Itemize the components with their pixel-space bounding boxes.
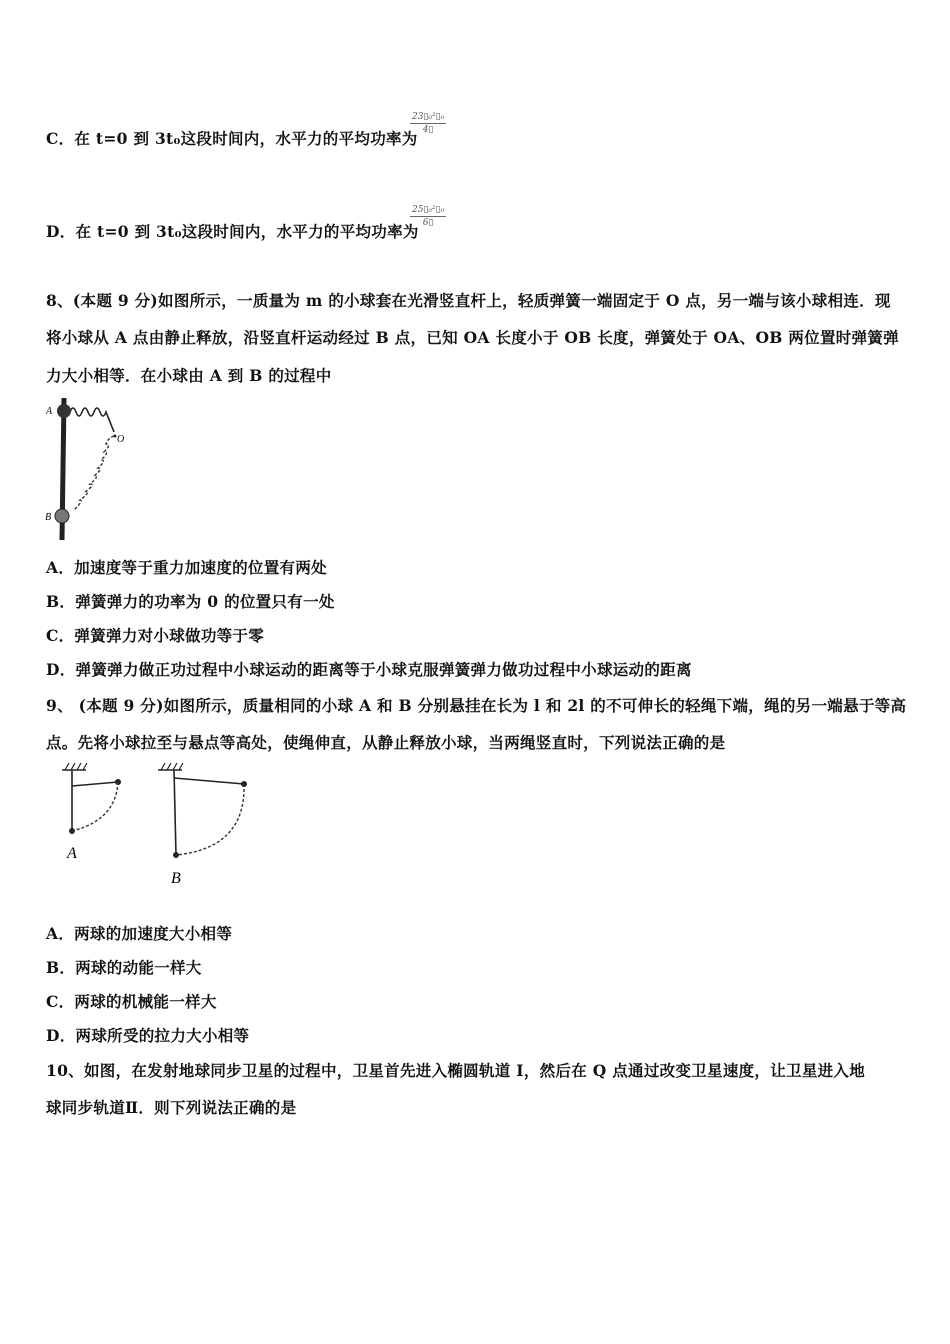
- q8-stem-line2: 将小球从 A 点由静止释放，沿竖直杆运动经过 B 点，已知 OA 长度小于 OB 长度，弹簧处于 OA、OB 两位置时弹簧弹: [46, 328, 899, 347]
- ball-a: [57, 404, 71, 418]
- q9-stem-line1: 9、 (本题 9 分)如图所示，质量相同的小球 A 和 B 分别悬挂在长为 l 和 2l 的不可伸长的轻绳下端，绳的另一端悬于等高: [46, 696, 907, 715]
- q10-stem-line1: 10、如图，在发射地球同步卫星的过程中，卫星首先进入椭圆轨道 I，然后在 Q 点通过改变卫星速度，让卫星进入地: [46, 1061, 866, 1080]
- spring-ob: [74, 436, 114, 510]
- label-b: B: [171, 870, 181, 887]
- q8-option-d: D．弹簧弹力做正功过程中小球运动的距离等于小球克服弹簧弹力做功过程中小球运动的距离: [46, 660, 692, 679]
- q7-option-c-fraction: [410, 112, 446, 135]
- ball-b: [55, 509, 69, 523]
- label-a: A: [46, 406, 53, 417]
- q9-option-b: B．两球的动能一样大: [46, 958, 202, 977]
- string-b-vertical: [174, 770, 176, 855]
- q7-option-c: C．在 t=0 到 3t₀这段时间内，水平力的平均功率为: [46, 129, 418, 148]
- q8-spring-figure: [44, 396, 134, 542]
- label-a: A: [67, 845, 77, 862]
- q9-stem-line2: 点。先将小球拉至与悬点等高处，使绳伸直，从静止释放小球，当两绳竖直时，下列说法正确的是: [46, 733, 726, 752]
- q8-stem-line3: 力大小相等．在小球由 A 到 B 的过程中: [46, 366, 332, 385]
- q9-option-a: A．两球的加速度大小相等: [46, 924, 233, 943]
- q9-pendulum-figure: [54, 760, 254, 892]
- q9-option-c: C．两球的机械能一样大: [46, 992, 217, 1011]
- path-b: [176, 784, 244, 855]
- fraction-denominator: 4▯: [422, 125, 434, 135]
- q8-option-c: C．弹簧弹力对小球做功等于零: [46, 626, 265, 645]
- path-a: [72, 782, 118, 831]
- fraction-numerator: 23▯₀²▯₀: [412, 112, 445, 122]
- q8-option-b: B．弹簧弹力的功率为 0 的位置只有一处: [46, 592, 335, 611]
- string-b-horizontal: [174, 778, 244, 784]
- string-a-horizontal: [72, 782, 118, 786]
- q10-stem-line2: 球同步轨道Ⅱ．则下列说法正确的是: [46, 1098, 297, 1117]
- q7-option-d: D．在 t=0 到 3t₀这段时间内，水平力的平均功率为: [46, 222, 419, 241]
- q8-option-a: A．加速度等于重力加速度的位置有两处: [46, 558, 327, 577]
- label-b: B: [45, 512, 52, 523]
- label-o: O: [117, 434, 125, 445]
- fraction-numerator: 25▯₀²▯₀: [412, 205, 445, 215]
- spring-oa: [70, 408, 114, 432]
- q7-option-d-fraction: [410, 205, 446, 228]
- q8-stem-line1: 8、(本题 9 分)如图所示，一质量为 m 的小球套在光滑竖直杆上，轻质弹簧一端固定于 O 点，另一端与该小球相连．现: [46, 291, 891, 310]
- fraction-denominator: 6▯: [422, 218, 434, 228]
- q9-option-d: D．两球所受的拉力大小相等: [46, 1026, 250, 1045]
